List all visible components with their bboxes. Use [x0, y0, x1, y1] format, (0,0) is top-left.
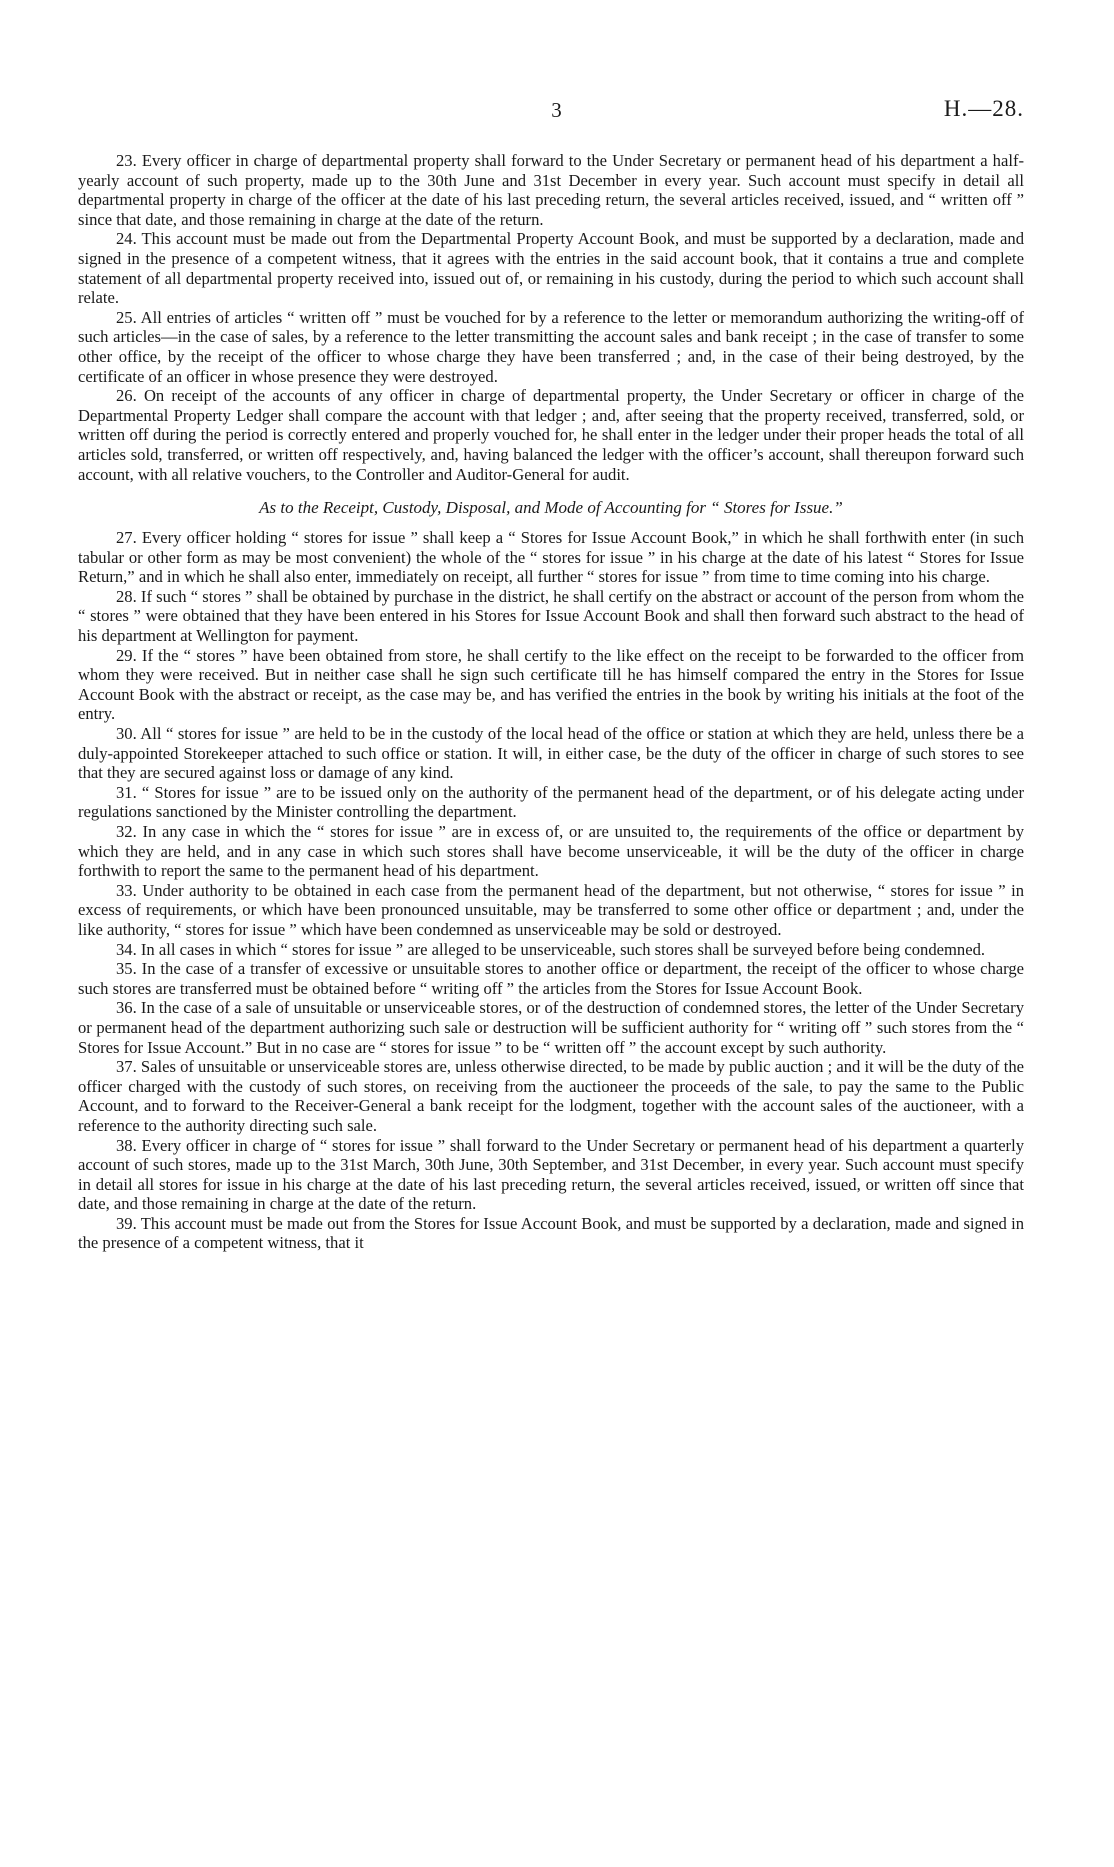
paragraph-30: 30. All “ stores for issue ” are held to be in the custody of the local head of the office or station at which they are held, unless there be a duly-appointed Storekeeper attached to such office or station. It will, in either case, be the duty of the officer in charge of such stores to see that they are secured against loss or damage of any kind. — [78, 724, 1024, 783]
paragraph-31: 31. “ Stores for issue ” are to be issued only on the authority of the permanent head of the department, or of his delegate acting under regulations sanctioned by the Minister controlling the department. — [78, 782, 1024, 822]
paragraph-37: 37. Sales of unsuitable or unserviceable stores are, unless otherwise directed, to be made by public auction ; and it will be the duty of the officer charged with the custody of such stores, on receiving from the auctioneer the proceeds of the sale, to pay the same to the Public Account, and to forward to the Receiver-General a bank receipt for the lodgment, together with the account sales of the auctioneer, with a reference to the authority directing such sale. — [78, 1057, 1024, 1135]
paragraph-28: 28. If such “ stores ” shall be obtained by purchase in the district, he shall certify on the abstract or account of the person from whom the “ stores ” were obtained that they have been entered in his Stores for Issue Account Book and shall then forward such abstract to the head of his department at Wellington for payment. — [78, 586, 1024, 646]
paragraph-39: 39. This account must be made out from the Stores for Issue Account Book, and must be supported by a declaration, made and signed in the presence of a competent witness, that it — [78, 1213, 1024, 1253]
paragraph-38: 38. Every officer in charge of “ stores for issue ” shall forward to the Under Secretary or permanent head of his department a quarterly account of such stores, made up to the 31st March, 30th June, 30th September, and 31st December, in every year. Such account must specify in detail all stores for issue in his charge at the date of his last preceding return, the several articles received, issued, or written off since that date, and those remaining in charge at the date of the return. — [78, 1135, 1024, 1214]
page-number: 3 — [551, 98, 563, 122]
paragraph-27: 27. Every officer holding “ stores for issue ” shall keep a “ Stores for Issue Account Book,” in which he shall forthwith enter (in such tabular or other form as may be most convenient) the whole of the “ stores for issue ” in his charge at the date of his latest “ Stores for Issue Return,” and in which he shall also enter, immediately on receipt, all further “ stores for issue ” from time to time coming into his charge. — [78, 528, 1024, 587]
paragraph-24: 24. This account must be made out from the Departmental Property Account Book, and must be supported by a declaration, made and signed in the presence of a competent witness, that it agrees with the entries in the said account book, that it contains a true and complete statement of all departmental property received into, issued out of, or remaining in his custody, during the period to which such account shall relate. — [78, 229, 1024, 308]
section-heading: As to the Receipt, Custody, Disposal, and Mode of Accounting for “ Stores for Issue.” — [259, 498, 843, 518]
paragraph-32: 32. In any case in which the “ stores for issue ” are in excess of, or are unsuited to, the requirements of the office or department by which they are held, and in any case in which such stores shall have become unserviceable, it will be the duty of the officer in charge forthwith to report the same to the permanent head of his department. — [78, 822, 1024, 881]
paragraph-23: 23. Every officer in charge of departmental property shall forward to the Under Secretary or permanent head of his department a half-yearly account of such property, made up to the 30th June and 31st December in every year. Such account must specify in detail all departmental property in charge of the officer at the date of his last preceding return, the several articles received, issued, and “ written off ” since that date, and those remaining in charge at the date of the return. — [78, 151, 1024, 229]
document-reference: H.—28. — [943, 96, 1024, 121]
paragraph-35: 35. In the case of a transfer of excessive or unsuitable stores to another office or department, the receipt of the officer to whose charge such stores are transferred must be obtained before “ writing off ” the articles from the Stores for Issue Account Book. — [78, 959, 1024, 998]
paragraph-36: 36. In the case of a sale of unsuitable or unserviceable stores, or of the destruction of condemned stores, the letter of the Under Secretary or permanent head of the department authorizing such sale or destruction will be sufficient authority for “ writing off ” such stores from the “ Stores for Issue Account.” But in no case are “ stores for issue ” to be “ written off ” the account except by such authority. — [78, 998, 1024, 1057]
document-body — [78, 151, 1024, 1253]
paragraph-29: 29. If the “ stores ” have been obtained from store, he shall certify to the like effect on the receipt to be forwarded to the officer from whom they were received. But in neither case shall he sign such certificate till he has himself compared the entry in the Stores for Issue Account Book with the abstract or receipt, as the case may be, and has verified the entries in the book by writing his initials at the foot of the entry. — [78, 645, 1024, 724]
paragraph-26: 26. On receipt of the accounts of any officer in charge of departmental property, the Under Secretary or officer in charge of the Departmental Property Ledger shall compare the account with that ledger ; and, after seeing that the property received, transferred, sold, or written off during the period is correctly entered and properly vouched for, he shall enter in the ledger under their proper heads the total of all articles sold, transferred, or written off respectively, and, having balanced the ledger with the officer’s account, shall thereupon forward such account, with all relative vouchers, to the Controller and Auditor-General for audit. — [78, 386, 1024, 484]
paragraph-34: 34. In all cases in which “ stores for issue ” are alleged to be unserviceable, such stores shall be surveyed before being condemned. — [116, 939, 986, 959]
paragraph-25: 25. All entries of articles “ written off ” must be vouched for by a reference to the letter or memorandum authorizing the writing-off of such articles—in the case of sales, by a reference to the letter transmitting the account sales and bank receipt ; in the case of transfer to some other office, by the receipt of the officer to whose charge they have been transferred ; and, in the case of their being destroyed, by the certificate of an officer in whose presence they were destroyed. — [78, 307, 1024, 386]
paragraph-33: 33. Under authority to be obtained in each case from the permanent head of the department, but not otherwise, “ stores for issue ” in excess of requirements, or which have been pronounced unsuitable, may be transferred to some other office or department ; and, under the like authority, “ stores for issue ” which have been condemned as unserviceable may be sold or destroyed. — [78, 880, 1024, 939]
